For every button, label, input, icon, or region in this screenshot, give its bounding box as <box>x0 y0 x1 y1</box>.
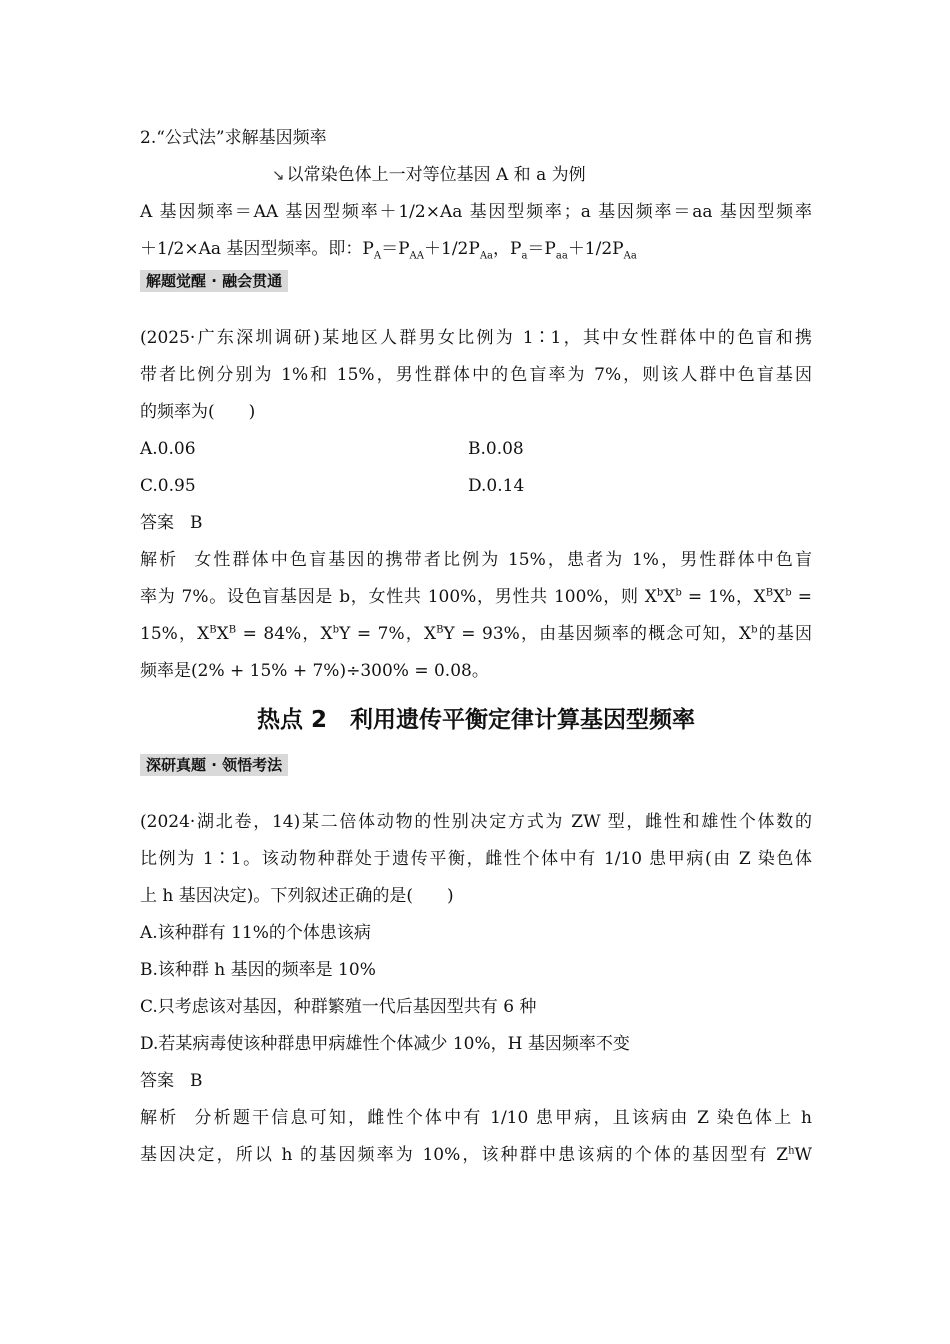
section-badge-exam: 深研真题 · 领悟考法 <box>140 754 288 776</box>
section-title: 热点 2 利用遗传平衡定律计算基因型频率 <box>256 707 695 733</box>
q1-analysis-line: 频率是(2% + 15% + 7%)÷300% = 0.08。 <box>140 661 489 681</box>
q2-stem-line: 比例为 1∶1。该动物种群处于遗传平衡，雌性个体中有 1/10 患甲病(由 Z 染色体 <box>140 849 812 869</box>
q2-stem-line: 上 h 基因决定)。下列叙述正确的是( ) <box>140 886 454 906</box>
q1-stem-line: (2025·广东深圳调研)某地区人群男女比例为 1∶1，其中女性群体中的色盲和携 <box>140 328 812 348</box>
q2-analysis-line: 基因决定，所以 h 的基因频率为 10%，该种群中患该病的个体的基因型有 $Z^hW$ <box>140 1145 812 1165</box>
q1-option: A.0.06 <box>140 439 196 459</box>
q2-analysis-line: 解析 分析题干信息可知，雌性个体中有 1/10 患甲病，且该病由 Z 染色体上 h <box>140 1108 812 1128</box>
q2-answer: 答案 B <box>140 1071 203 1091</box>
q2-option: A.该种群有 11%的个体患该病 <box>140 923 371 943</box>
formula-heading: 2.“公式法”求解基因频率 <box>140 128 327 148</box>
q1-stem-line: 的频率为( ) <box>140 402 256 422</box>
q1-answer: 答案 B <box>140 513 203 533</box>
q2-option: C.只考虑该对基因，种群繁殖一代后基因型共有 6 种 <box>140 997 537 1017</box>
curved-arrow-icon: ↘ <box>272 166 285 184</box>
q1-option: C.0.95 <box>140 476 196 496</box>
q2-stem-line: (2024·湖北卷，14)某二倍体动物的性别决定方式为 ZW 型，雌性和雄性个体数的 <box>140 812 812 832</box>
q1-options-row <box>140 468 812 505</box>
q1-option: B.0.08 <box>468 439 524 459</box>
q1-options-row <box>140 431 812 468</box>
formula-line-2: ＋1/2×Aa 基因型频率。即：$P_A=P_{AA}+1/2P_{Aa}$，$P_a=P_{aa}+1/2P_{Aa}$ <box>140 239 637 262</box>
document-page <box>140 120 812 1174</box>
q1-stem-line: 带者比例分别为 1%和 15%，男性群体中的色盲率为 7%，则该人群中色盲基因 <box>140 365 812 385</box>
q1-analysis-line: 15%，$X^BX^B = 84\%$，$X^bY = 7\%$，$X^BY = 93\%$，由基因频率的概念可知，$X^b$的基因 <box>140 624 812 644</box>
q2-option: B.该种群 h 基因的频率是 10% <box>140 960 376 980</box>
section-badge-insight: 解题觉醒 · 融会贯通 <box>140 270 288 292</box>
q1-option: D.0.14 <box>468 476 525 496</box>
formula-line-1: A 基因频率＝AA 基因型频率＋1/2×Aa 基因型频率；a 基因频率＝aa 基因型频率 <box>140 202 812 222</box>
q1-analysis-line: 率为 7%。设色盲基因是 b，女性共 100%，男性共 100%，则 $X^bX^b = 1\%$，$X^BX^b$ = <box>140 587 812 607</box>
q2-option: D.若某病毒使该种群患甲病雄性个体减少 10%，H 基因频率不变 <box>140 1034 630 1054</box>
q1-analysis-line: 解析 女性群体中色盲基因的携带者比例为 15%，患者为 1%，男性群体中色盲 <box>140 550 813 570</box>
formula-note: ↘ 以常染色体上一对等位基因 A 和 a 为例 <box>272 165 586 185</box>
